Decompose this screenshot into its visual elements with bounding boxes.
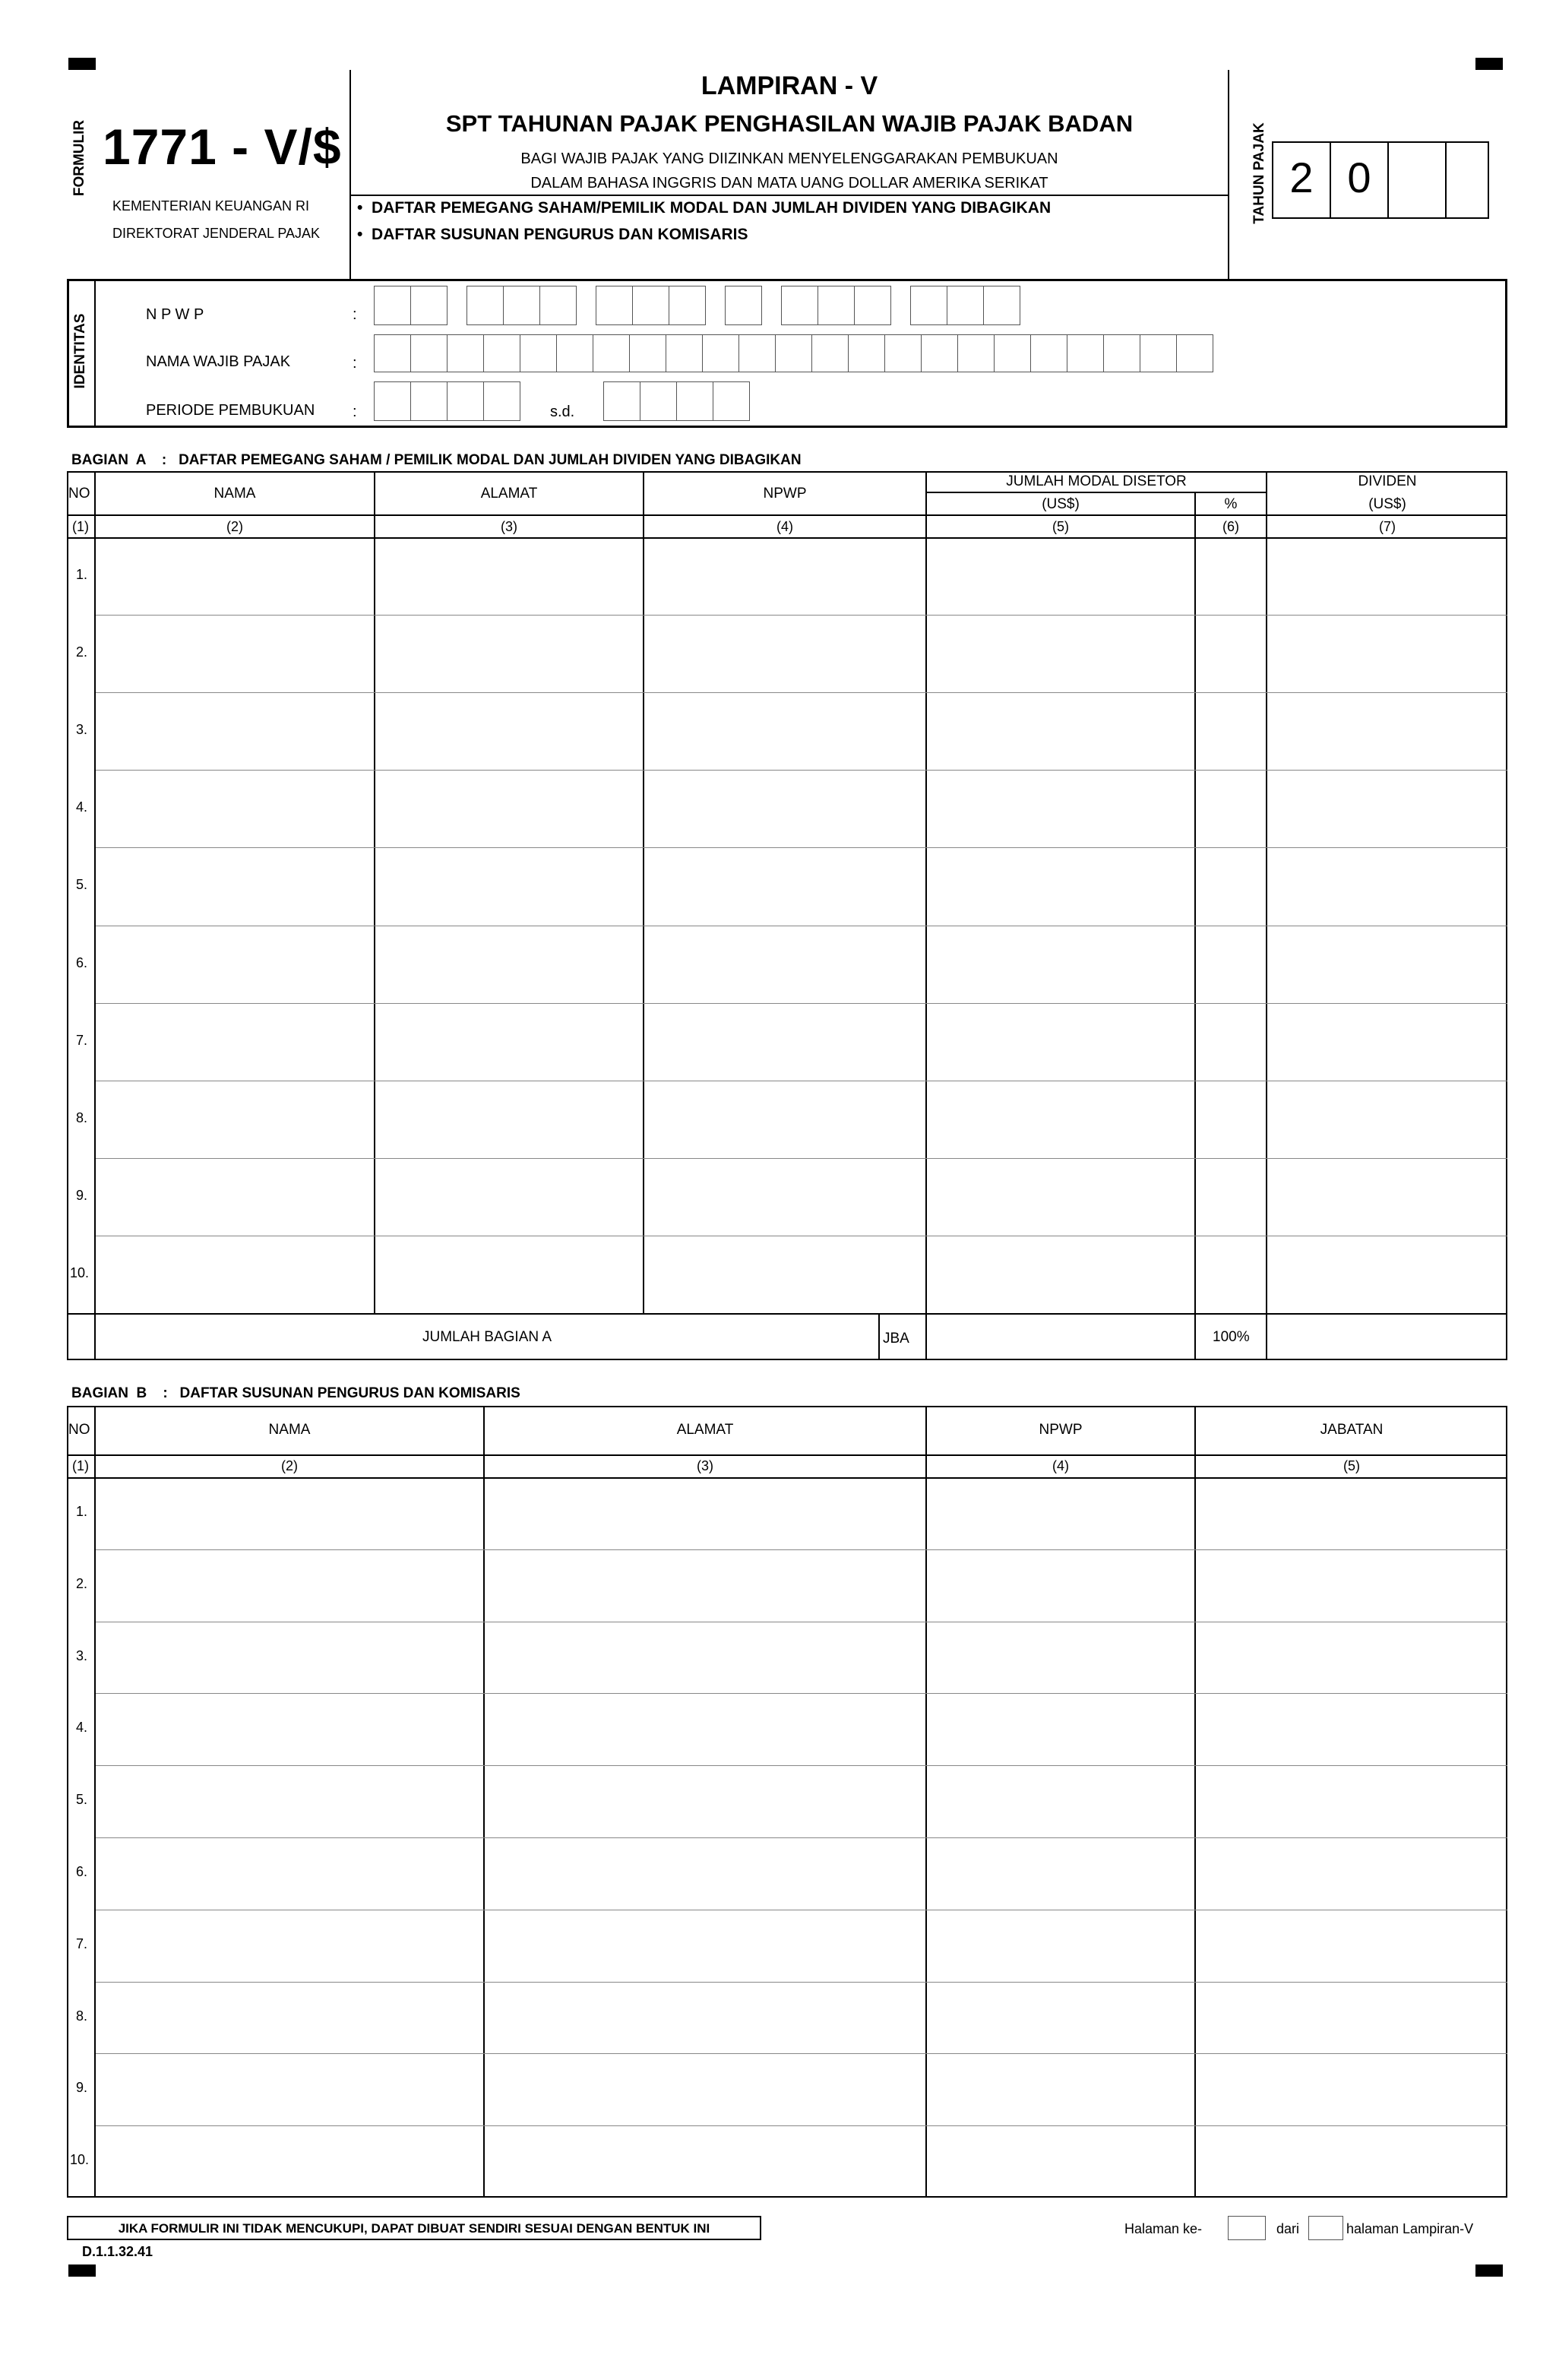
registration-mark-top-left: [68, 58, 96, 70]
dividen-cell[interactable]: [1267, 1160, 1507, 1234]
char-cell[interactable]: [483, 381, 520, 421]
col-number: (3): [501, 519, 517, 534]
row-number: 1.: [76, 567, 88, 582]
modal-cell[interactable]: [927, 1160, 1194, 1234]
alamat-cell[interactable]: [485, 1839, 925, 1908]
jabatan-cell[interactable]: [1196, 1839, 1507, 1908]
alamat-cell[interactable]: [485, 1911, 925, 1980]
npwp-cell[interactable]: [644, 771, 925, 846]
npwp-cell[interactable]: [927, 2127, 1194, 2196]
row-number: 3.: [76, 722, 88, 738]
modal-cell[interactable]: [927, 1005, 1194, 1079]
alamat-cell[interactable]: [485, 1479, 925, 1548]
row-number: 5.: [76, 1792, 88, 1808]
registration-mark-top-right: [1475, 58, 1503, 70]
char-cell[interactable]: [374, 381, 411, 421]
percent-cell[interactable]: [1196, 1005, 1266, 1079]
bullet-item-2: • DAFTAR SUSUNAN PENGURUS DAN KOMISARIS: [357, 226, 748, 243]
col-header-alamat: ALAMAT: [480, 486, 538, 502]
dari-label: dari: [1276, 2221, 1300, 2236]
npwp-cell[interactable]: [644, 849, 925, 923]
bagian-a-title: BAGIAN A : DAFTAR PEMEGANG SAHAM / PEMILIK MODAL DAN JUMLAH DIVIDEN YANG DIBAGIKAN: [71, 452, 802, 468]
dividen-cell[interactable]: [1267, 616, 1507, 691]
alamat-cell[interactable]: [375, 539, 643, 613]
formulir-vertical-label: FORMULIR: [71, 119, 87, 197]
modal-cell[interactable]: [927, 694, 1194, 768]
modal-cell[interactable]: [927, 849, 1194, 923]
char-cell[interactable]: [921, 334, 958, 372]
row-number: 6.: [76, 1864, 88, 1879]
npwp-cell[interactable]: [644, 539, 925, 613]
alamat-cell[interactable]: [485, 1623, 925, 1692]
registration-mark-bottom-left: [68, 2264, 96, 2277]
npwp-cell[interactable]: [927, 1623, 1194, 1692]
row-number: 8.: [76, 2008, 88, 2024]
year-digit-3[interactable]: [1387, 141, 1447, 219]
alamat-cell[interactable]: [375, 1160, 643, 1234]
dividen-total-input[interactable]: [1267, 1315, 1507, 1359]
col-header-nama: NAMA: [213, 486, 256, 502]
char-cell[interactable]: [640, 381, 677, 421]
char-cell[interactable]: [1140, 334, 1177, 372]
nama-cell[interactable]: [96, 1623, 483, 1692]
tahun-pajak-vertical-label: TAHUN PAJAK: [1251, 122, 1267, 224]
col-header-alamat: ALAMAT: [676, 1422, 734, 1438]
char-cell[interactable]: [603, 381, 640, 421]
nama-cell[interactable]: [96, 1839, 483, 1908]
char-cell[interactable]: [632, 286, 669, 325]
col-number: (5): [1343, 1458, 1360, 1473]
percent-cell[interactable]: [1196, 694, 1266, 768]
dividen-cell[interactable]: [1267, 1005, 1507, 1079]
nama-cell[interactable]: [96, 1767, 483, 1836]
col-header-no: NO: [68, 486, 90, 502]
alamat-cell[interactable]: [485, 1551, 925, 1620]
col-header-dividen-usd: (US$): [1368, 496, 1406, 512]
modal-cell[interactable]: [927, 616, 1194, 691]
alamat-cell[interactable]: [485, 2127, 925, 2196]
year-digit-4[interactable]: [1445, 141, 1489, 219]
jabatan-cell[interactable]: [1196, 1911, 1507, 1980]
row-number: 10.: [70, 1264, 90, 1280]
bullet-icon: •: [357, 226, 372, 243]
nama-cell[interactable]: [96, 2127, 483, 2196]
jabatan-cell[interactable]: [1196, 1479, 1507, 1548]
periode-colon: :: [353, 404, 357, 420]
directorate-name: DIREKTORAT JENDERAL PAJAK: [112, 226, 321, 241]
col-number: (1): [72, 1458, 89, 1473]
char-cell[interactable]: [811, 334, 849, 372]
nama-cell[interactable]: [96, 1911, 483, 1980]
year-digit-2[interactable]: 0: [1330, 141, 1389, 219]
bagian-b-title: BAGIAN B : DAFTAR SUSUNAN PENGURUS DAN KOMISARIS: [71, 1385, 520, 1401]
row-number: 7.: [76, 1935, 88, 1951]
jabatan-cell[interactable]: [1196, 2127, 1507, 2196]
npwp-cell[interactable]: [644, 616, 925, 691]
npwp-cell[interactable]: [644, 1237, 925, 1312]
alamat-cell[interactable]: [375, 771, 643, 846]
description-line-1: BAGI WAJIB PAJAK YANG DIIZINKAN MENYELENGGARAKAN PEMBUKUAN: [520, 150, 1058, 167]
char-cell[interactable]: [775, 334, 812, 372]
jba-total-input[interactable]: [927, 1315, 1194, 1359]
col-number: (4): [1052, 1458, 1069, 1473]
jabatan-cell[interactable]: [1196, 1767, 1507, 1836]
modal-cell[interactable]: [927, 927, 1194, 1002]
nama-cell[interactable]: [96, 1551, 483, 1620]
percent-cell[interactable]: [1196, 539, 1266, 613]
nama-cell[interactable]: [96, 927, 374, 1002]
row-number: 2.: [76, 644, 88, 660]
row-number: 7.: [76, 1032, 88, 1048]
percent-cell[interactable]: [1196, 927, 1266, 1002]
total-halaman-input[interactable]: [1308, 2216, 1343, 2240]
alamat-cell[interactable]: [485, 1767, 925, 1836]
char-cell[interactable]: [629, 334, 666, 372]
alamat-cell[interactable]: [375, 694, 643, 768]
nama-cell[interactable]: [96, 1479, 483, 1548]
dividen-cell[interactable]: [1267, 849, 1507, 923]
alamat-cell[interactable]: [485, 1983, 925, 2052]
col-number: (1): [72, 519, 89, 534]
percent-cell[interactable]: [1196, 1237, 1266, 1312]
char-cell[interactable]: [854, 286, 891, 325]
row-number: 9.: [76, 1187, 88, 1203]
percent-cell[interactable]: [1196, 1082, 1266, 1157]
char-cell[interactable]: [1030, 334, 1067, 372]
description-line-2: DALAM BAHASA INGGRIS DAN MATA UANG DOLLAR AMERIKA SERIKAT: [530, 175, 1048, 191]
nama-colon: :: [353, 355, 357, 372]
col-header-modal-usd: (US$): [1042, 496, 1080, 512]
dividen-cell[interactable]: [1267, 1082, 1507, 1157]
footer-note-box: [67, 2216, 761, 2240]
bullet-item-1: • DAFTAR PEMEGANG SAHAM/PEMILIK MODAL DAN JUMLAH DIVIDEN YANG DIBAGIKAN: [357, 199, 1052, 217]
dividen-cell[interactable]: [1267, 927, 1507, 1002]
modal-cell[interactable]: [927, 1082, 1194, 1157]
char-cell[interactable]: [520, 334, 557, 372]
percent-cell[interactable]: [1196, 616, 1266, 691]
nama-cell[interactable]: [96, 1160, 374, 1234]
char-cell[interactable]: [410, 334, 448, 372]
col-number: (6): [1222, 519, 1239, 534]
footer-note: JIKA FORMULIR INI TIDAK MENCUKUPI, DAPAT DIBUAT SENDIRI SESUAI DENGAN BENTUK INI: [118, 2221, 710, 2236]
npwp-cell[interactable]: [927, 1695, 1194, 1764]
npwp-cell[interactable]: [644, 1082, 925, 1157]
char-cell[interactable]: [410, 381, 448, 421]
row-number: 5.: [76, 877, 88, 893]
identitas-vertical-label: IDENTITAS: [72, 313, 88, 389]
alamat-cell[interactable]: [375, 927, 643, 1002]
npwp-cell[interactable]: [644, 927, 925, 1002]
halaman-ke-input[interactable]: [1228, 2216, 1266, 2240]
npwp-cell[interactable]: [927, 1911, 1194, 1980]
char-cell[interactable]: [702, 334, 739, 372]
jabatan-cell[interactable]: [1196, 1623, 1507, 1692]
row-number: 4.: [76, 799, 88, 815]
modal-cell[interactable]: [927, 771, 1194, 846]
total-percent: 100%: [1213, 1329, 1250, 1345]
char-cell[interactable]: [1176, 334, 1213, 372]
char-cell[interactable]: [994, 334, 1031, 372]
char-cell[interactable]: [713, 381, 750, 421]
alamat-cell[interactable]: [375, 1237, 643, 1312]
jabatan-cell[interactable]: [1196, 1695, 1507, 1764]
nama-cell[interactable]: [96, 849, 374, 923]
col-number: (4): [776, 519, 793, 534]
percent-cell[interactable]: [1196, 1160, 1266, 1234]
halaman-lampiran-label: halaman Lampiran-V: [1346, 2221, 1474, 2236]
nama-cell[interactable]: [96, 1237, 374, 1312]
char-cell[interactable]: [483, 334, 520, 372]
col-header-percent: %: [1224, 496, 1238, 512]
row-number: 8.: [76, 1109, 88, 1125]
char-cell[interactable]: [374, 286, 411, 325]
row-number: 4.: [76, 1720, 88, 1736]
col-header-npwp: NPWP: [1039, 1422, 1083, 1438]
row-number: 9.: [76, 2080, 88, 2096]
dividen-cell[interactable]: [1267, 694, 1507, 768]
row-number: 2.: [76, 1575, 88, 1591]
char-cell[interactable]: [466, 286, 504, 325]
char-cell[interactable]: [957, 334, 995, 372]
nama-cell[interactable]: [96, 694, 374, 768]
row-number: 6.: [76, 954, 88, 970]
char-cell[interactable]: [410, 286, 448, 325]
halaman-ke-label: Halaman ke-: [1124, 2221, 1203, 2236]
nama-cell[interactable]: [96, 1983, 483, 2052]
npwp-cell[interactable]: [927, 2055, 1194, 2124]
char-cell[interactable]: [447, 381, 484, 421]
jabatan-cell[interactable]: [1196, 1983, 1507, 2052]
npwp-cell[interactable]: [644, 1005, 925, 1079]
col-header-jumlah-modal: JUMLAH MODAL DISETOR: [1006, 473, 1187, 489]
col-header-no: NO: [68, 1422, 90, 1438]
char-cell[interactable]: [947, 286, 984, 325]
modal-cell[interactable]: [927, 1237, 1194, 1312]
npwp-cell[interactable]: [927, 1983, 1194, 2052]
modal-cell[interactable]: [927, 539, 1194, 613]
char-cell[interactable]: [781, 286, 818, 325]
npwp-cell[interactable]: [927, 1839, 1194, 1908]
jba-label: JBA: [883, 1331, 909, 1347]
form-number: 1771 - V/$: [103, 119, 342, 175]
alamat-cell[interactable]: [375, 1005, 643, 1079]
npwp-label: N P W P: [146, 306, 204, 323]
dividen-cell[interactable]: [1267, 539, 1507, 613]
npwp-cell[interactable]: [644, 694, 925, 768]
char-cell[interactable]: [593, 334, 630, 372]
alamat-cell[interactable]: [375, 616, 643, 691]
nama-cell[interactable]: [96, 1695, 483, 1764]
char-cell[interactable]: [738, 334, 776, 372]
col-header-npwp: NPWP: [763, 486, 807, 502]
col-number: (5): [1052, 519, 1069, 534]
char-cell[interactable]: [910, 286, 947, 325]
char-cell[interactable]: [669, 286, 706, 325]
jabatan-cell[interactable]: [1196, 2055, 1507, 2124]
nama-cell[interactable]: [96, 2055, 483, 2124]
npwp-cell[interactable]: [644, 1160, 925, 1234]
col-header-nama: NAMA: [268, 1422, 311, 1438]
percent-cell[interactable]: [1196, 849, 1266, 923]
year-digit-1[interactable]: 2: [1272, 141, 1331, 219]
registration-mark-bottom-right: [1475, 2264, 1503, 2277]
char-cell[interactable]: [447, 334, 484, 372]
sd-label: s.d.: [550, 404, 575, 420]
char-cell[interactable]: [666, 334, 703, 372]
char-cell[interactable]: [818, 286, 855, 325]
nama-cell[interactable]: [96, 1082, 374, 1157]
nama-cell[interactable]: [96, 616, 374, 691]
char-cell[interactable]: [539, 286, 577, 325]
col-number: (2): [281, 1458, 298, 1473]
char-cell[interactable]: [1103, 334, 1140, 372]
col-number: (3): [697, 1458, 713, 1473]
char-cell[interactable]: [983, 286, 1020, 325]
jumlah-bagian-a-label: JUMLAH BAGIAN A: [422, 1329, 552, 1345]
char-cell[interactable]: [884, 334, 922, 372]
char-cell[interactable]: [374, 334, 411, 372]
char-cell[interactable]: [1067, 334, 1104, 372]
char-cell[interactable]: [503, 286, 540, 325]
char-cell[interactable]: [848, 334, 885, 372]
col-header-dividen: DIVIDEN: [1358, 473, 1417, 489]
npwp-cell[interactable]: [927, 1767, 1194, 1836]
char-cell[interactable]: [725, 286, 762, 325]
percent-cell[interactable]: [1196, 771, 1266, 846]
row-number: 1.: [76, 1504, 88, 1519]
jabatan-cell[interactable]: [1196, 1551, 1507, 1620]
npwp-cell[interactable]: [927, 1551, 1194, 1620]
char-cell[interactable]: [596, 286, 633, 325]
dividen-cell[interactable]: [1267, 771, 1507, 846]
dividen-cell[interactable]: [1267, 1237, 1507, 1312]
row-number: 3.: [76, 1647, 88, 1663]
page-subtitle: SPT TAHUNAN PAJAK PENGHASILAN WAJIB PAJAK BADAN: [445, 110, 1134, 137]
nama-cell[interactable]: [96, 539, 374, 613]
char-cell[interactable]: [556, 334, 593, 372]
npwp-colon: :: [353, 306, 357, 323]
page-title: LAMPIRAN - V: [701, 71, 878, 100]
bullet-icon: •: [357, 199, 372, 217]
char-cell[interactable]: [676, 381, 713, 421]
row-number: 10.: [70, 2152, 90, 2168]
nama-cell[interactable]: [96, 771, 374, 846]
nama-wajib-pajak-label: NAMA WAJIB PAJAK: [146, 353, 291, 370]
alamat-cell[interactable]: [485, 1695, 925, 1764]
col-number: (2): [226, 519, 243, 534]
alamat-cell[interactable]: [375, 1082, 643, 1157]
alamat-cell[interactable]: [375, 849, 643, 923]
npwp-cell[interactable]: [927, 1479, 1194, 1548]
col-header-jabatan: JABATAN: [1320, 1422, 1384, 1438]
col-number: (7): [1379, 519, 1396, 534]
nama-cell[interactable]: [96, 1005, 374, 1079]
periode-pembukuan-label: PERIODE PEMBUKUAN: [146, 402, 315, 419]
alamat-cell[interactable]: [485, 2055, 925, 2124]
ministry-name: KEMENTERIAN KEUANGAN RI: [112, 198, 310, 214]
form-code: D.1.1.32.41: [82, 2244, 153, 2259]
